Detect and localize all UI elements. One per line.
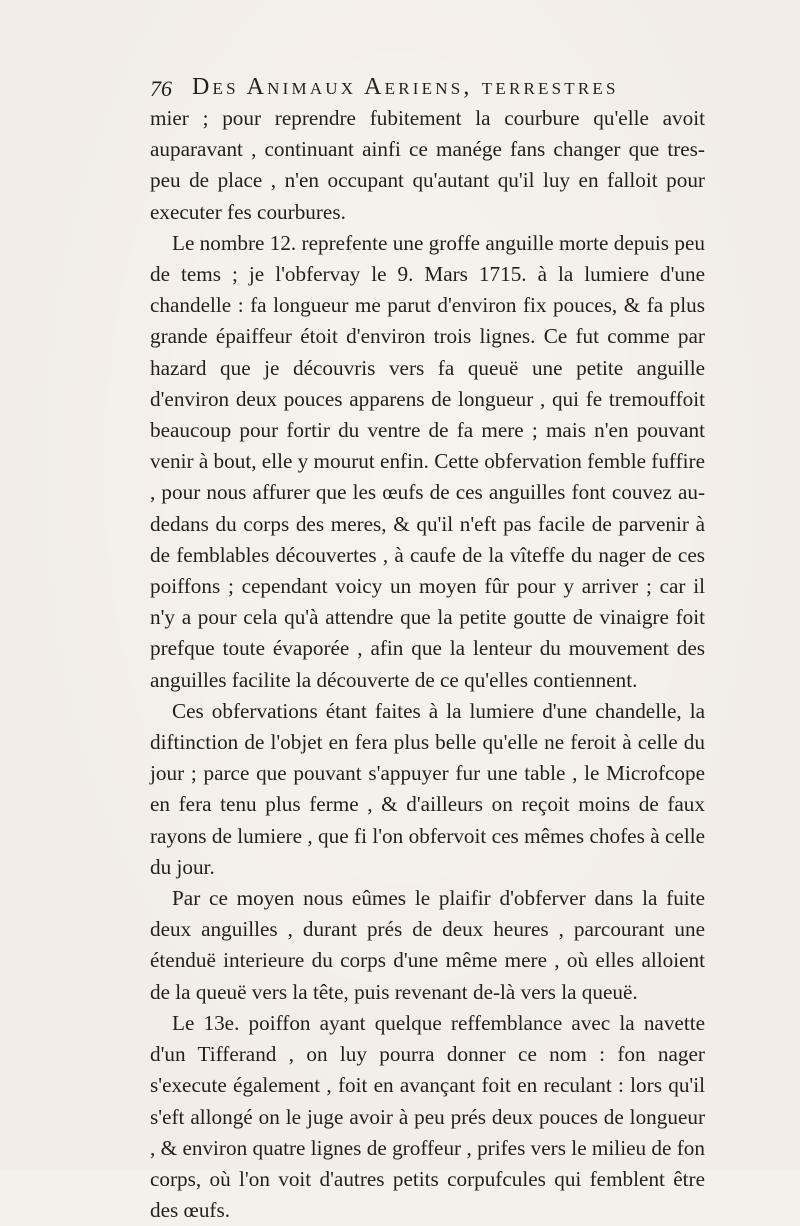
paragraph: Le 13e. poiffon ayant quelque reffemblance avec la navette d'un Tifferand , on luy pourra donner ce nom : fon nager s'execute également , foit en avançant foit en reculant : lors qu'il s'eft allongé on le juge avoir à peu prés deux pouces de longueur , & environ quatre lignes de groffeur , prifes vers le milieu de fon corps, où l'on voit d'autres petits corpufcules qui femblent être des œufs. — [150, 1010, 705, 1223]
page-number: 76 — [150, 76, 172, 101]
paragraph: Par ce moyen nous eûmes le plaifir d'obferver dans la fuite deux anguilles , durant prés de deux heures , parcourant une étenduë interieure du corps d'une même mere , où elles alloient de la queuë vers la tête, puis revenant de-là vers la queuë. — [150, 886, 705, 1004]
paragraph: mier ; pour reprendre fubitement la courbure qu'elle avoit auparavant , continuant ainfi ce manége fans changer que tres-peu de place , n'en occupant qu'autant qu'il luy en falloit pour executer fes courbures. — [150, 106, 705, 224]
body-text — [150, 103, 705, 1226]
page-header — [150, 70, 710, 106]
running-title: Des Animaux Aeriens, terrestres — [192, 74, 619, 100]
paragraph: Le nombre 12. reprefente une groffe anguille morte depuis peu de tems ; je l'obfervay le 9. Mars 1715. à la lumiere d'une chandelle : fa longueur me parut d'environ fix pouces, & fa plus grande épaiffeur étoit d'environ trois lignes. Ce fut comme par hazard que je découvris vers fa queuë une petite anguille d'environ deux pouces apparens de longueur , qui fe tremouffoit beaucoup pour fortir du ventre de fa mere ; mais n'en pouvant venir à bout, elle y mourut enfin. Cette obfervation femble fuffire , pour nous affurer que les œufs de ces anguilles font couvez au-dedans du corps des meres, & qu'il n'eft pas facile de parvenir à de femblables découvertes , à caufe de la vîteffe du nager de ces poiffons ; cependant voicy un moyen fûr pour y arriver ; car il n'y a pour cela qu'à attendre que la petite goutte de vinaigre foit prefque toute évaporée , afin que la lenteur du mouvement des anguilles facilite la découverte de ce qu'elles contiennent. — [150, 230, 706, 692]
paragraph: Ces obfervations étant faites à la lumiere d'une chandelle, la diftinction de l'objet en fera plus belle qu'elle ne feroit à celle du jour ; parce que pouvant s'appuyer fur une table , le Microfcope en fera tenu plus ferme , & d'ailleurs on reçoit moins de faux rayons de lumiere , que fi l'on obfervoit ces mêmes chofes à celle du jour. — [150, 698, 705, 879]
